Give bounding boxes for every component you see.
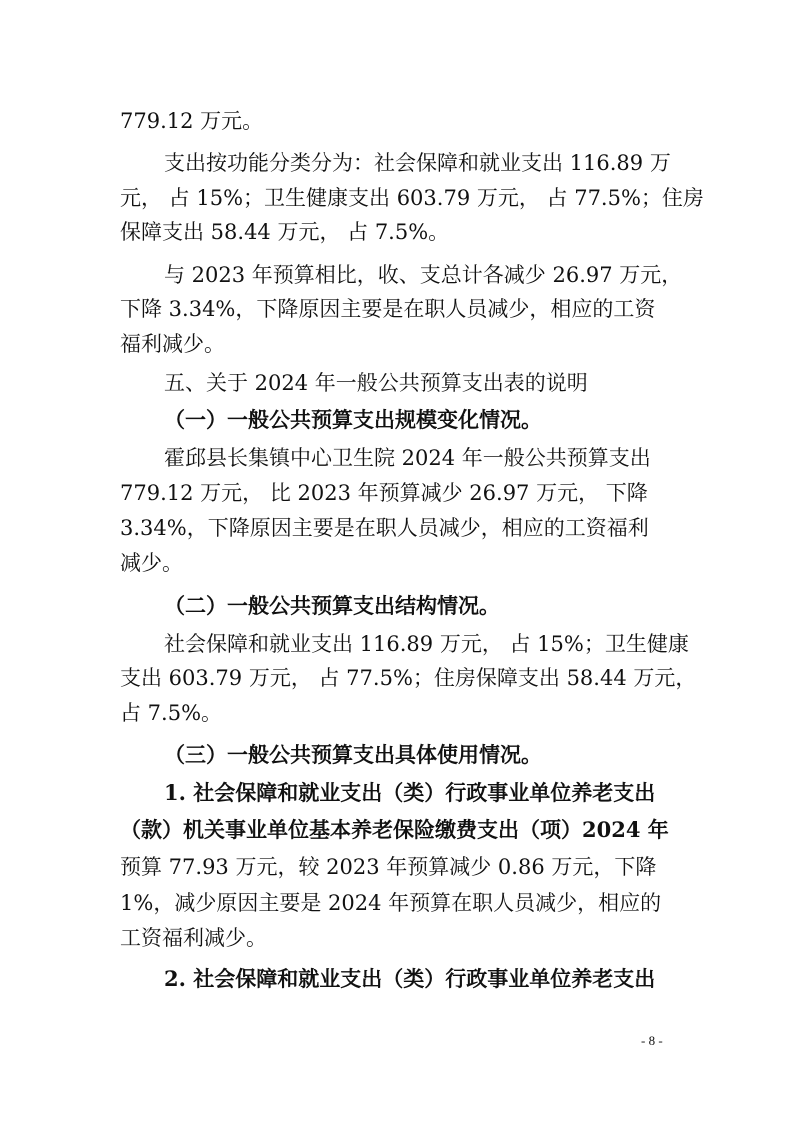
paragraph-line: 预算 77.93 万元，较 2023 年预算减少 0.86 万元，下降 [120,855,657,879]
item-heading: 1. 社会保障和就业支出（类）行政事业单位养老支出 [164,780,656,805]
paragraph-line: 社会保障和就业支出 116.89 万元， 占 15%；卫生健康 [164,632,689,656]
paragraph-line: 779.12 万元。 [120,109,264,133]
paragraph-line: 3.34%，下降原因主要是在职人员减少，相应的工资福利 [120,516,649,540]
paragraph-line: 霍邱县长集镇中心卫生院 2024 年一般公共预算支出 [164,446,651,470]
paragraph-line: 减少。 [120,551,183,575]
section-heading: 五、关于 2024 年一般公共预算支出表的说明 [164,371,588,395]
paragraph-line: 下降 3.34%，下降原因主要是在职人员减少，相应的工资 [120,297,656,321]
paragraph-line: 福利减少。 [120,332,225,356]
paragraph-line: 与 2023 年预算相比，收、支总计各减少 26.97 万元， [164,263,683,287]
paragraph-line: 工资福利减少。 [120,926,267,950]
paragraph-line: 779.12 万元， 比 2023 年预算减少 26.97 万元， 下降 [120,481,648,505]
item-heading: （款）机关事业单位基本养老保险缴费支出（项）2024 年 [120,817,669,842]
paragraph-line: 保障支出 58.44 万元， 占 7.5%。 [120,220,450,244]
page-number: - 8 - [641,1033,663,1048]
subsection-heading: （三）一般公共预算支出具体使用情况。 [164,742,542,767]
paragraph-line: 支出按功能分类分为：社会保障和就业支出 116.89 万 [164,151,671,175]
paragraph-line: 支出 603.79 万元， 占 77.5%；住房保障支出 58.44 万元， [120,666,697,690]
paragraph-line: 元， 占 15%；卫生健康支出 603.79 万元， 占 77.5%；住房 [120,186,704,210]
paragraph-line: 占 7.5%。 [120,701,223,725]
paragraph-line: 1%，减少原因主要是 2024 年预算在职人员减少，相应的 [120,891,662,915]
subsection-heading: （一）一般公共预算支出规模变化情况。 [164,407,542,432]
subsection-heading: （二）一般公共预算支出结构情况。 [164,593,500,618]
item-heading: 2. 社会保障和就业支出（类）行政事业单位养老支出 [164,966,656,991]
